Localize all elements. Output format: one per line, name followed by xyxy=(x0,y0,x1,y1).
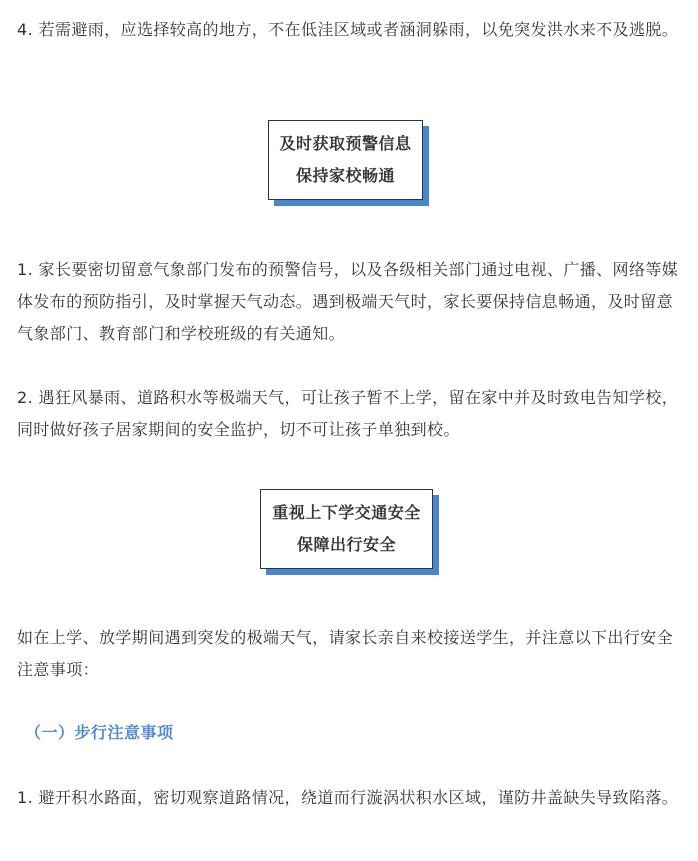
section-heading-line: 及时获取预警信息 xyxy=(279,134,412,153)
paragraph-walking-tip: 1. 避开积水路面，密切观察道路情况，绕道而行漩涡状积水区域，谨防井盖缺失导致陷落。 xyxy=(17,788,679,807)
paragraph-parent-warning: 1. 家长要密切留意气象部门发布的预警信号，以及各级相关部门通过电视、广播、网络等媒体发布的预防指引，及时掌握天气动态。遇到极端天气时，家长要保持信息畅通，及时留意气象部门、教育部门和学校班级的有关通知。 xyxy=(17,260,679,343)
paragraph-pickup-students: 如在上学、放学期间遇到突发的极端天气，请家长亲自来校接送学生，并注意以下出行安全注意事项： xyxy=(17,628,674,679)
section-heading-line: 重视上下学交通安全 xyxy=(272,503,421,522)
section-heading-warning-info xyxy=(268,120,423,200)
section-heading-line: 保障出行安全 xyxy=(296,535,396,554)
paragraph-extreme-weather: 2. 遇狂风暴雨、道路积水等极端天气，可让孩子暂不上学，留在家中并及时致电告知学校，同时做好孩子居家期间的安全监护，切不可让孩子单独到校。 xyxy=(17,388,679,439)
section-heading-traffic-safety xyxy=(260,489,433,569)
subheading-walking: （一）步行注意事项 xyxy=(25,723,174,742)
section-heading-line: 保持家校畅通 xyxy=(295,166,395,185)
paragraph-avoid-rain: 4. 若需避雨，应选择较高的地方，不在低洼区域或者涵洞躲雨，以免突发洪水来不及逃脱。 xyxy=(17,20,679,39)
